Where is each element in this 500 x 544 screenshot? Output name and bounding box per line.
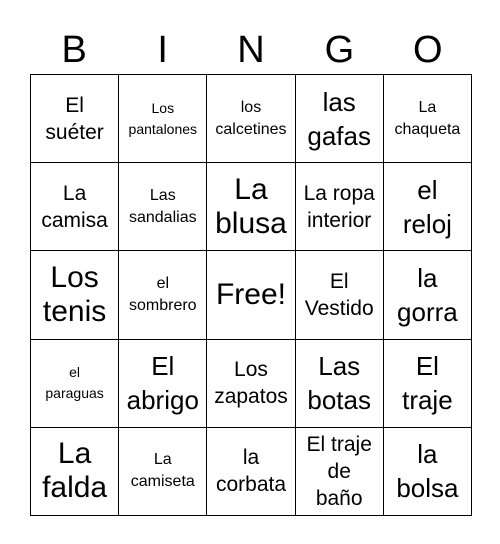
bingo-cell-r3-c4[interactable]: El traje [384, 340, 472, 428]
header-letter-g: G [324, 29, 355, 71]
bingo-cell-r4-c3[interactable]: El traje de baño [296, 428, 384, 516]
bingo-cell-r1-c4[interactable]: el reloj [384, 163, 472, 251]
bingo-cell-r1-c3[interactable]: La ropa interior [296, 163, 384, 251]
bingo-cell-r4-c1[interactable]: La camiseta [119, 428, 207, 516]
bingo-header [30, 24, 472, 76]
bingo-cell-r4-c4[interactable]: la bolsa [384, 428, 472, 516]
bingo-cell-r3-c0[interactable]: el paraguas [31, 340, 119, 428]
bingo-cell-r2-c3[interactable]: El Vestido [296, 251, 384, 339]
bingo-cell-r0-c1[interactable]: Los pantalones [119, 75, 207, 163]
bingo-board [30, 74, 472, 516]
bingo-cell-r2-c1[interactable]: el sombrero [119, 251, 207, 339]
bingo-cell-r1-c0[interactable]: La camisa [31, 163, 119, 251]
header-letter-n: N [237, 29, 265, 71]
bingo-cell-r0-c0[interactable]: El suéter [31, 75, 119, 163]
free-space-cell[interactable]: Free! [207, 251, 295, 339]
bingo-cell-r0-c3[interactable]: las gafas [296, 75, 384, 163]
bingo-cell-r3-c1[interactable]: El abrigo [119, 340, 207, 428]
bingo-cell-r0-c2[interactable]: los calcetines [207, 75, 295, 163]
bingo-cell-r2-c0[interactable]: Los tenis [31, 251, 119, 339]
bingo-cell-r4-c0[interactable]: La falda [31, 428, 119, 516]
bingo-cell-r3-c3[interactable]: Las botas [296, 340, 384, 428]
bingo-cell-r1-c1[interactable]: Las sandalias [119, 163, 207, 251]
header-letter-i: I [157, 29, 168, 71]
bingo-cell-r2-c4[interactable]: la gorra [384, 251, 472, 339]
header-letter-b: B [61, 29, 87, 71]
bingo-cell-r4-c2[interactable]: la corbata [207, 428, 295, 516]
bingo-cell-r1-c2[interactable]: La blusa [207, 163, 295, 251]
bingo-cell-r0-c4[interactable]: La chaqueta [384, 75, 472, 163]
bingo-cell-r3-c2[interactable]: Los zapatos [207, 340, 295, 428]
header-letter-o: O [413, 29, 443, 71]
